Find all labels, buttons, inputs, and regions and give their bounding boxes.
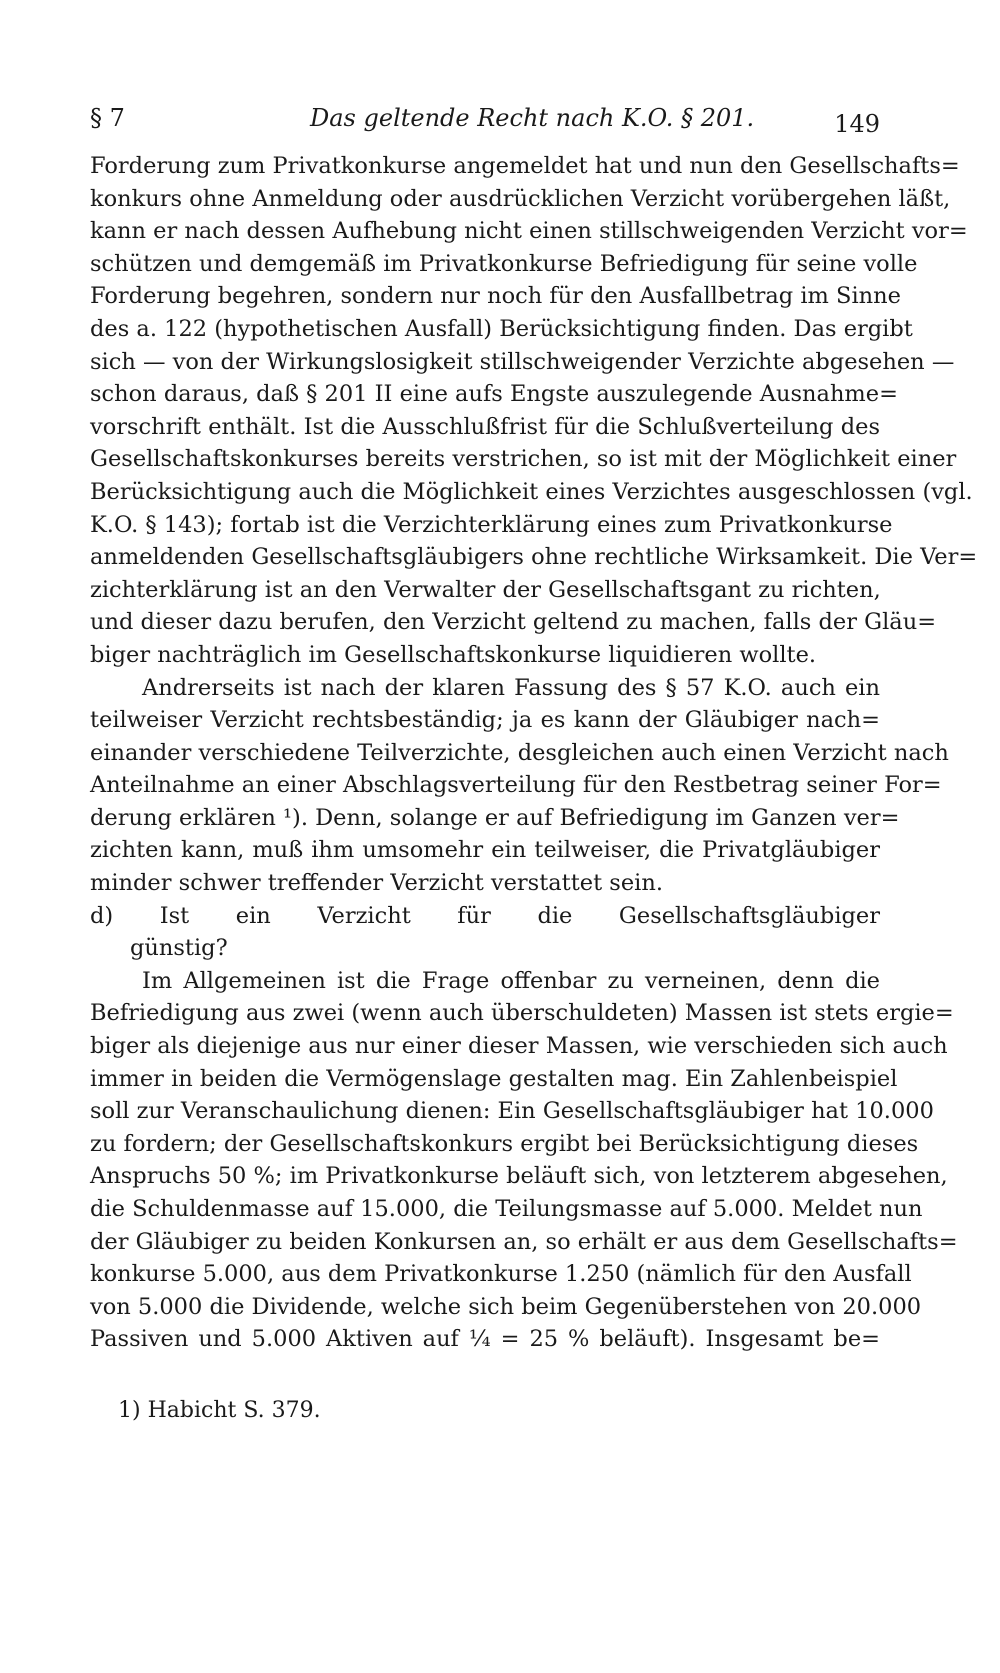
text-line: K.O. § 143); fortab ist die Verzichterklärung eines zum Privatkonkurse xyxy=(90,511,893,538)
text-line: biger als diejenige aus nur einer dieser Massen, wie verschieden sich auch xyxy=(90,1033,948,1060)
text-line: Befriedigung aus zwei (wenn auch überschuldeten) Massen ist stets ergie= xyxy=(90,1000,954,1027)
text-line: sich — von der Wirkungslosigkeit stillschweigender Verzichte abgesehen — xyxy=(90,348,955,375)
text-line: konkurse 5.000, aus dem Privatkonkurse 1.250 (nämlich für den Ausfall xyxy=(90,1261,912,1288)
text-line: schon daraus, daß § 201 II eine aufs Engste auszulegende Ausnahme= xyxy=(90,381,898,408)
footnote: 1) Habicht S. 379. xyxy=(118,1398,321,1423)
text-line: Forderung begehren, sondern nur noch für den Ausfallbetrag im Sinne xyxy=(90,283,901,310)
section-heading: d) Ist ein Verzicht für die Gesellschaftsgläubiger xyxy=(90,902,880,929)
header-title: Das geltende Recht nach K.O. § 201. xyxy=(310,104,755,132)
text-line: einander verschiedene Teilverzichte, desgleichen auch einen Verzicht nach xyxy=(90,739,949,766)
text-line: zichten kann, muß ihm umsomehr ein teilweiser, die Privatgläubiger xyxy=(90,837,880,864)
text-line: Anspruchs 50 %; im Privatkonkurse beläuft sich, von letzterem abgesehen, xyxy=(90,1163,948,1190)
text-line: die Schuldenmasse auf 15.000, die Teilungsmasse auf 5.000. Meldet nun xyxy=(90,1196,923,1222)
running-header xyxy=(90,100,880,140)
text-line: Anteilnahme an einer Abschlagsverteilung für den Restbetrag seiner For= xyxy=(90,772,942,799)
text-line: konkurs ohne Anmeldung oder ausdrücklichen Verzicht vorübergehen läßt, xyxy=(90,185,951,212)
body-text xyxy=(90,150,978,1356)
text-line: Andrerseits ist nach der klaren Fassung des § 57 K.O. auch ein xyxy=(142,674,880,701)
text-line: biger nachträglich im Gesellschaftskonkurse liquidieren wollte. xyxy=(90,641,817,668)
text-line: Forderung zum Privatkonkurse angemeldet hat und nun den Gesellschafts= xyxy=(90,153,960,179)
text-line: kann er nach dessen Aufhebung nicht einen stillschweigenden Verzicht vor= xyxy=(90,218,968,245)
text-line: immer in beiden die Vermögenslage gestalten mag. Ein Zahlenbeispiel xyxy=(90,1065,898,1092)
text-line: Passiven und 5.000 Aktiven auf ¼ = 25 % beläuft). Insgesamt be= xyxy=(90,1326,880,1353)
text-line: und dieser dazu berufen, den Verzicht geltend zu machen, falls der Gläu= xyxy=(90,609,937,636)
text-line: vorschrift enthält. Ist die Ausschlußfrist für die Schlußverteilung des xyxy=(90,413,880,440)
text-line: von 5.000 die Dividende, welche sich beim Gegenüberstehen von 20.000 xyxy=(90,1293,922,1320)
text-line: zichterklärung ist an den Verwalter der Gesellschaftsgant zu richten, xyxy=(90,576,881,603)
text-line: Berücksichtigung auch die Möglichkeit eines Verzichtes ausgeschlossen (vgl. xyxy=(90,478,973,505)
text-line: minder schwer treffender Verzicht verstattet sein. xyxy=(90,870,663,897)
text-line: Im Allgemeinen ist die Frage offenbar zu verneinen, denn die xyxy=(142,967,880,994)
page-number: 149 xyxy=(834,110,880,138)
section-heading-cont: günstig? xyxy=(130,935,228,962)
text-line: schützen und demgemäß im Privatkonkurse Befriedigung für seine volle xyxy=(90,250,918,277)
text-line: der Gläubiger zu beiden Konkursen an, so erhält er aus dem Gesellschafts= xyxy=(90,1228,958,1255)
header-section: § 7 xyxy=(90,104,125,132)
text-line: anmeldenden Gesellschaftsgläubigers ohne rechtliche Wirksamkeit. Die Ver= xyxy=(90,544,978,571)
text-line: des a. 122 (hypothetischen Ausfall) Berücksichtigung finden. Das ergibt xyxy=(90,315,913,342)
text-line: zu fordern; der Gesellschaftskonkurs ergibt bei Berücksichtigung dieses xyxy=(90,1130,919,1157)
text-line: teilweiser Verzicht rechtsbeständig; ja es kann der Gläubiger nach= xyxy=(90,707,880,734)
text-line: soll zur Veranschaulichung dienen: Ein Gesellschaftsgläubiger hat 10.000 xyxy=(90,1098,934,1125)
text-line: derung erklären ¹). Denn, solange er auf Befriedigung im Ganzen ver= xyxy=(90,804,900,831)
text-line: Gesellschaftskonkurses bereits verstrichen, so ist mit der Möglichkeit einer xyxy=(90,446,957,473)
